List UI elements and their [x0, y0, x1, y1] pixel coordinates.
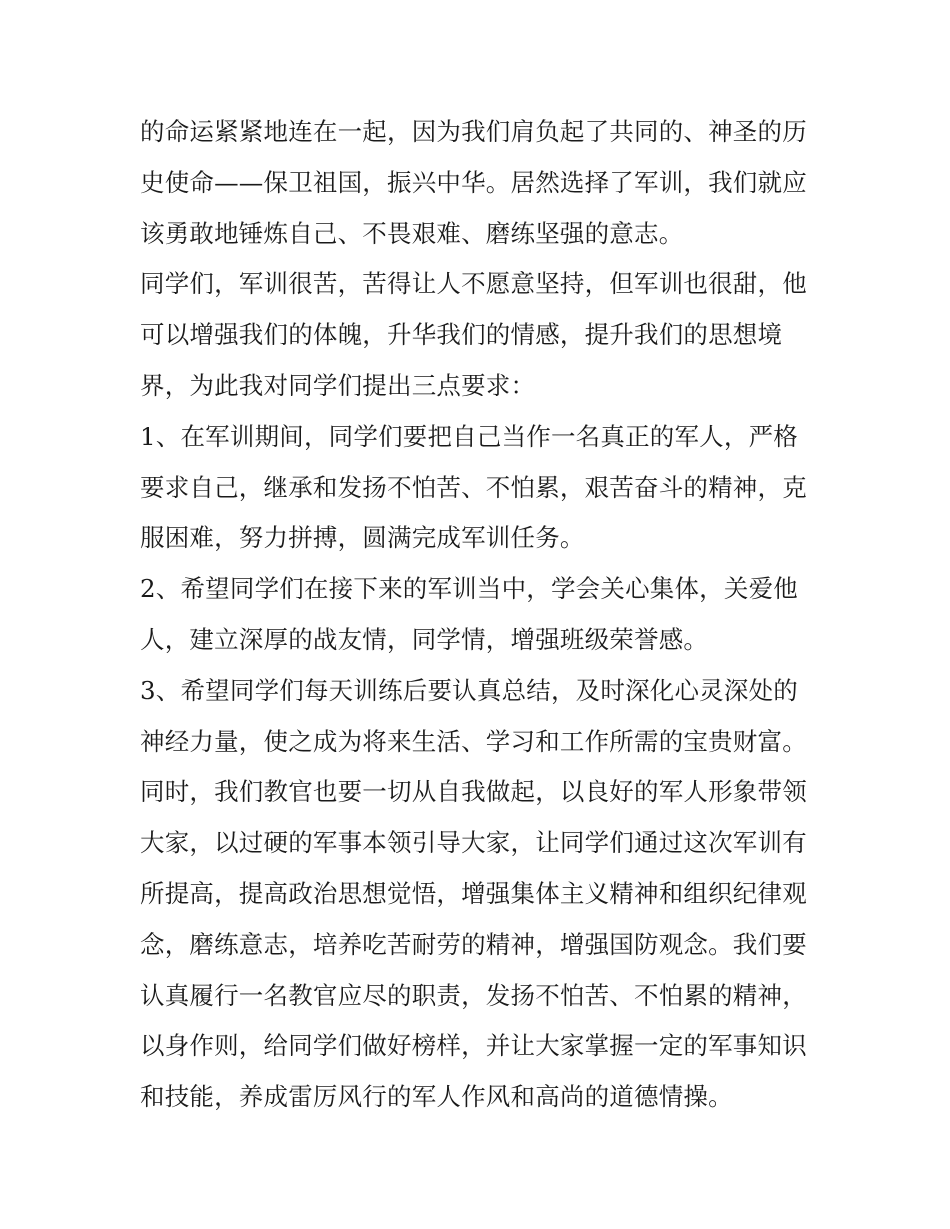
text-line: 2、希望同学们在接下来的军训当中，学会关心集体，关爱他 [140, 574, 798, 604]
text-line: 史使命——保卫祖国，振兴中华。居然选择了军训，我们就应 [140, 167, 807, 197]
text-line: 该勇敢地锤炼自己、不畏艰难、磨练坚强的意志。 [140, 218, 684, 248]
text-line: 所提高，提高政治思想觉悟，增强集体主义精神和组织纪律观 [140, 878, 807, 908]
text-line: 人，建立深厚的战友情，同学情，增强班级荣誉感。 [140, 624, 709, 654]
text-line: 1、在军训期间，同学们要把自己当作一名真正的军人，严格 [140, 421, 798, 451]
text-line: 和技能，养成雷厉风行的军人作风和高尚的道德情操。 [140, 1082, 733, 1112]
text-line: 认真履行一名教官应尽的职责，发扬不怕苦、不怕累的精神， [140, 980, 807, 1010]
text-line: 的命运紧紧地连在一起，因为我们肩负起了共同的、神圣的历 [140, 117, 807, 146]
text-line: 服困难，努力拼搏，圆满完成军训任务。 [140, 523, 585, 553]
text-line: 3、希望同学们每天训练后要认真总结，及时深化心灵深处的 [140, 675, 798, 705]
text-line: 以身作则，给同学们做好榜样，并让大家掌握一定的军事知识 [140, 1031, 807, 1061]
text-line: 大家，以过硬的军事本领引导大家，让同学们通过这次军训有 [140, 828, 807, 858]
text-line: 同学们，军训很苦，苦得让人不愿意坚持，但军训也很甜，他 [140, 269, 807, 299]
body-text [140, 107, 820, 1123]
text-line: 念，磨练意志，培养吃苦耐劳的精神，增强国防观念。我们要 [140, 929, 807, 959]
text-line: 要求自己，继承和发扬不怕苦、不怕累，艰苦奋斗的精神，克 [140, 472, 807, 502]
text-line: 可以增强我们的体魄，升华我们的情感，提升我们的思想境 [140, 320, 783, 350]
text-line: 同时，我们教官也要一切从自我做起，以良好的军人形象带领 [140, 777, 807, 807]
text-line: 神经力量，使之成为将来生活、学习和工作所需的宝贵财富。 [140, 726, 807, 756]
text-line: 界，为此我对同学们提出三点要求： [140, 370, 536, 400]
